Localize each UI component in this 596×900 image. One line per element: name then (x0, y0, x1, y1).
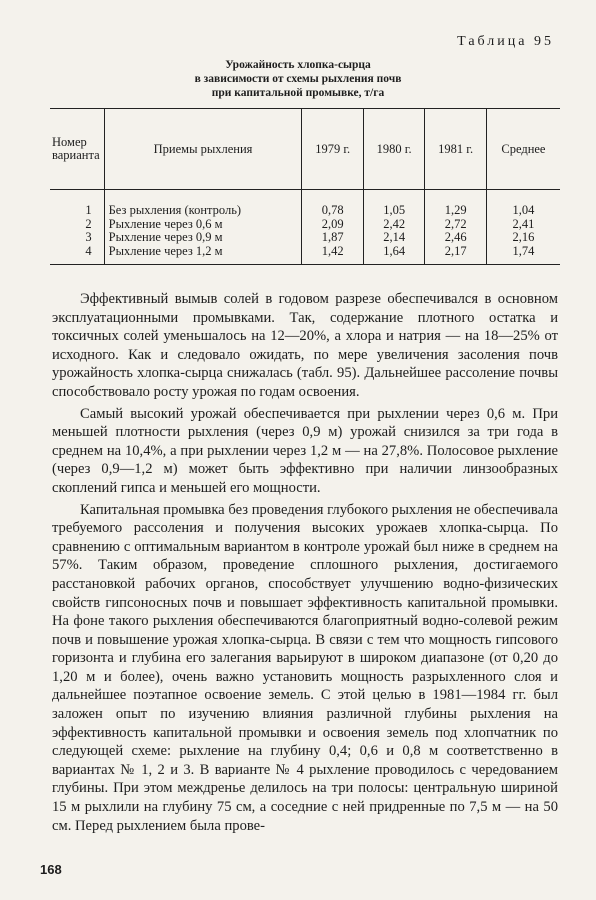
value-cell: 1,42 (302, 245, 363, 265)
value-cell: 2,17 (425, 245, 486, 265)
page-number: 168 (40, 862, 62, 877)
table-row (50, 218, 560, 232)
value-cell: 2,46 (425, 231, 486, 245)
table-caption (0, 58, 596, 100)
method-cell: Без рыхления (контроль) (104, 190, 302, 218)
column-header-variant: Номер варианта (50, 109, 104, 190)
variant-number: 3 (85, 230, 92, 244)
column-header-1980: 1980 г. (363, 109, 424, 190)
value-cell: 2,09 (302, 218, 363, 232)
table-header-row (50, 109, 560, 190)
caption-line: при капитальной промывке, т/га (211, 87, 385, 99)
column-header-1981: 1981 г. (425, 109, 486, 190)
value-cell: 2,42 (363, 218, 424, 232)
value-cell: 2,41 (486, 218, 560, 232)
value-cell: 2,16 (486, 231, 560, 245)
caption-line: в зависимости от схемы рыхления почв (194, 73, 402, 85)
table-label: Таблица 95 (457, 34, 554, 49)
table-row (50, 231, 560, 245)
method-cell: Рыхление через 0,6 м (104, 218, 302, 232)
value-cell: 1,64 (363, 245, 424, 265)
value-cell: 1,74 (486, 245, 560, 265)
caption-line: Урожайность хлопка-сырца (225, 59, 371, 71)
body-text (52, 290, 558, 838)
paragraph: Капитальная промывка без проведения глубокого рыхления не обеспечивала требуемого рассоления и получения высоких урожаев хлопка-сырца. По сравнению с оптимальным вариантом в контроле урожай был ниже в среднем на 57%. Таким образом, проведение сплошного рыхления, достигаемого расстановкой рабочих органов, способствует улучшению водно-физических свойств гипсоносных почв и повышает эффективность капитальной промывки. На фоне такого рыхления обеспечиваются благоприятный водно-солевой режим почв и повышение урожая хлопка-сырца. В связи с тем что мощность гипсового горизонта и глубина его залегания варьируют в широком диапазоне (от 0,20 до 1,20 м и более), очень важно установить мощность разрыхленного слоя и дальнейшее поэтапное освоение земель. С этой целью в 1981—1984 гг. был заложен опыт по изучению влияния различной глубины рыхления на эффективность капитальной промывки и освоения земель под хлопчатник по следующей схеме: рыхление на глубину 0,4; 0,6 и 0,8 м соответственно в вариантах № 1, 2 и 3. В варианте № 4 рыхление проводилось с чередованием глубины. При этом междренье делилось на три полосы: центральную шириной 15 м рыхлили на глубину 75 см, а соседние с ней придренные по 7,5 м — на 50 см. Перед рыхлением была прове- (52, 501, 558, 834)
method-cell: Рыхление через 1,2 м (104, 245, 302, 265)
yield-table (50, 108, 560, 265)
table-row (50, 190, 560, 218)
variant-number: 2 (85, 216, 92, 231)
value-cell: 1,87 (302, 231, 363, 245)
value-cell: 1,04 (486, 190, 560, 218)
column-header-method: Приемы рыхления (104, 109, 302, 190)
column-header-average: Среднее (486, 109, 560, 190)
value-cell: 2,72 (425, 218, 486, 232)
column-header-1979: 1979 г. (302, 109, 363, 190)
value-cell: 1,05 (363, 190, 424, 218)
paragraph: Эффективный вымыв солей в годовом разрезе обеспечивался в основном эксплуатационными промывками. Так, содержание плотного остатка и токсичных солей уменьшалось на 12—20%, а хлора и натрия — на 18—25% от исходного. Как и следовало ожидать, по мере увеличения засоления почв урожайность хлопка-сырца снижалась (табл. 95). Дальнейшее рассоление почвы способствовало росту урожая по годам освоения. (52, 291, 558, 400)
value-cell: 0,78 (302, 190, 363, 218)
method-cell: Рыхление через 0,9 м (104, 231, 302, 245)
value-cell: 2,14 (363, 231, 424, 245)
variant-number: 1 (85, 203, 92, 217)
paragraph: Самый высокий урожай обеспечивается при рыхлении через 0,6 м. При меньшей плотности рыхления (через 0,9 м) урожай снизился за три года в среднем на 10,4%, а при рыхлении через 1,2 м — на 27,8%. Полосовое рыхление (через 0,9—1,2 м) может быть эффективно при наличии линзообразных скоплений гипса и меньшей его мощности. (52, 405, 558, 496)
variant-number: 4 (50, 245, 104, 265)
value-cell: 1,29 (425, 190, 486, 218)
table-row (50, 245, 560, 265)
